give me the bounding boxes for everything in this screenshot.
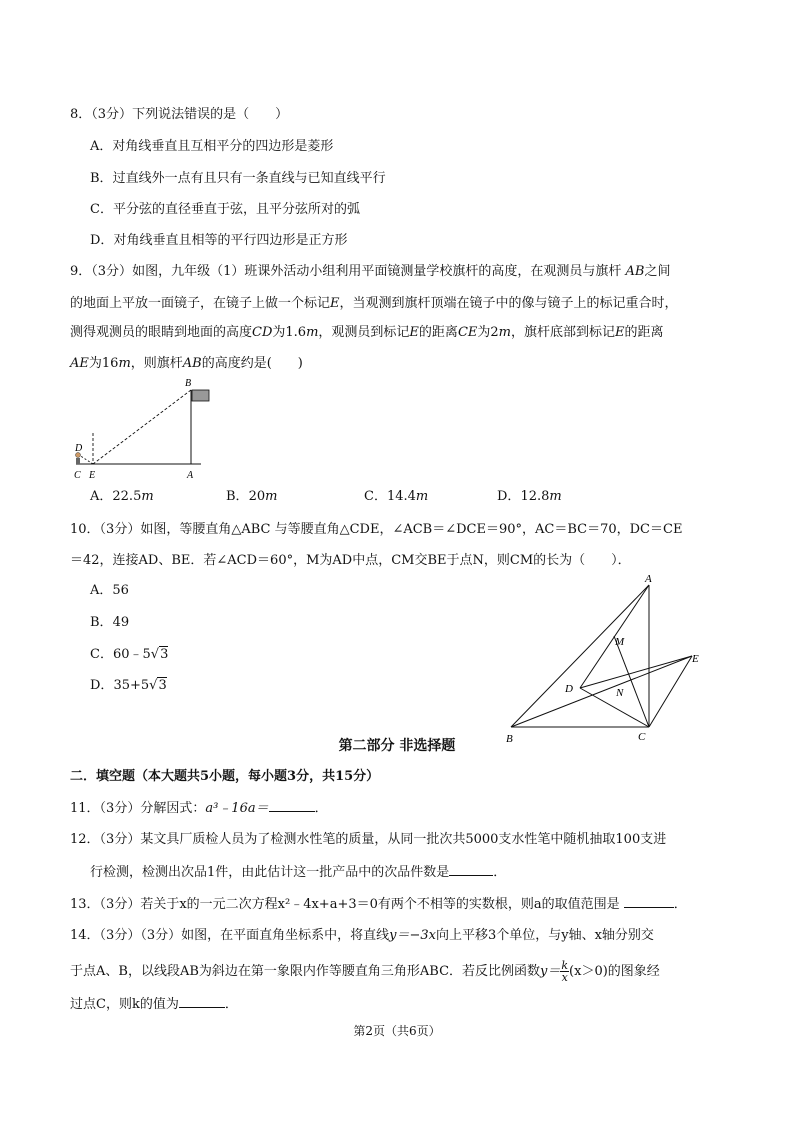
sight-line [79, 455, 93, 464]
q12-line1: 12．（3分）某文具厂质检人员为了检测水性笔的质量，从同一批次共5000支水性笔中随机抽取100支进 [70, 832, 667, 847]
q9-option-c: C．14.4m [364, 489, 429, 504]
q9-stem-line3: 测得观测员的眼睛到地面的高度CD为1.6m，观测员到标记E的距离CE为2m，旗杆底部到标记E的距离 [70, 325, 664, 340]
label-n: N [616, 687, 624, 699]
q9-stem-line2: 的地面上平放一面镜子，在镜子上做一个标记E，当观测到旗杆顶端在镜子中的像与镜子上的标记重合时， [70, 296, 678, 311]
q14-line2: 于点A、B，以线段AB为斜边在第一象限内作等腰直角三角形ABC．若反比例函数y＝ $\frac{k}{x}$ (x＞0)的图象经 [70, 959, 660, 984]
q11-answer-blank[interactable] [269, 799, 315, 812]
q10-stem-line2: ＝42，连接AD、BE．若∠ACD＝60°，M为AD中点，CM交BE于点N，则CM的长为（ ）． [70, 553, 631, 568]
label-e: E [89, 470, 96, 481]
seg-be [511, 656, 692, 727]
q8-option-a: A．对角线垂直且互相平分的四边形是菱形 [90, 139, 334, 154]
q9-option-d: D．12.8m [497, 489, 562, 504]
part2-title: 第二部分 非选择题 [338, 738, 456, 754]
q10-option-d: D．35+5√3 [90, 678, 167, 693]
q13-answer-blank[interactable] [624, 895, 674, 908]
label-a: A [645, 573, 652, 585]
label-b: B [185, 378, 192, 389]
label-a: A [187, 470, 194, 481]
q9-figure [68, 375, 218, 485]
label-m: M [615, 636, 625, 648]
q14-answer-blank[interactable] [179, 995, 225, 1008]
label-c: C [638, 731, 646, 743]
q9-stem-line1: 9．（3分）如图，九年级（1）班课外活动小组利用平面镜测量学校旗杆的高度，在观测员与旗杆 AB之间 [70, 264, 671, 279]
label-d: D [565, 683, 573, 695]
section-heading: 二．填空题（本大题共5小题，每小题3分，共15分） [70, 769, 380, 784]
page-footer: 第2页（共6页） [353, 1024, 441, 1038]
q10-figure [500, 570, 710, 745]
q10-stem-line1: 10．（3分）如图，等腰直角△ABC 与等腰直角△CDE，∠ACB＝∠DCE＝90°，AC＝BC＝70，DC＝CE [70, 522, 683, 537]
q11: 11．（3分）分解因式：a³﹣16a＝ ． [70, 801, 328, 816]
label-b: B [506, 733, 513, 745]
label-e: E [692, 653, 699, 665]
observer-body [76, 458, 80, 464]
q8-option-b: B．过直线外一点有且只有一条直线与已知直线平行 [90, 171, 386, 186]
q12-answer-blank[interactable] [449, 863, 493, 876]
q12-line2: 行检测，检测出次品1件，由此估计这一批产品中的次品件数是 ． [90, 865, 507, 880]
seg-ab [511, 585, 649, 727]
k-over-x-fraction: $\frac{k}{x}$ [561, 959, 569, 984]
q14-line1: 14．（3分）（3分）如图，在平面直角坐标系中，将直线y＝−3x向上平移3个单位，与y轴、x轴分别交 [70, 928, 654, 943]
q10-option-a: A．56 [90, 583, 129, 598]
q10-option-b: B．49 [90, 615, 130, 630]
seg-cm [614, 636, 649, 727]
label-d: D [75, 443, 83, 454]
label-c: C [74, 470, 81, 481]
q8-option-c: C．平分弦的直径垂直于弦，且平分弦所对的弧 [90, 202, 360, 217]
q14-line3: 过点C，则k的值为 ． [70, 997, 238, 1012]
q9-option-a: A．22.5m [90, 489, 154, 504]
seg-dc [580, 688, 649, 727]
q8-option-d: D．对角线垂直且相等的平行四边形是正方形 [90, 233, 348, 248]
q9-option-b: B．20m [226, 489, 278, 504]
reflection-ray [93, 390, 191, 464]
flag [192, 390, 209, 401]
q10-option-c: C．60﹣5√3 [90, 647, 169, 662]
q8-stem: 8．（3分）下列说法错误的是（ ） [70, 107, 289, 122]
q9-stem-line4: AE为16m，则旗杆AB的高度约是( ) [70, 356, 303, 371]
q13: 13．（3分）若关于x的一元二次方程x²﹣4x+a+3＝0有两个不相等的实数根，则a的取值范围是 ． [70, 897, 687, 912]
